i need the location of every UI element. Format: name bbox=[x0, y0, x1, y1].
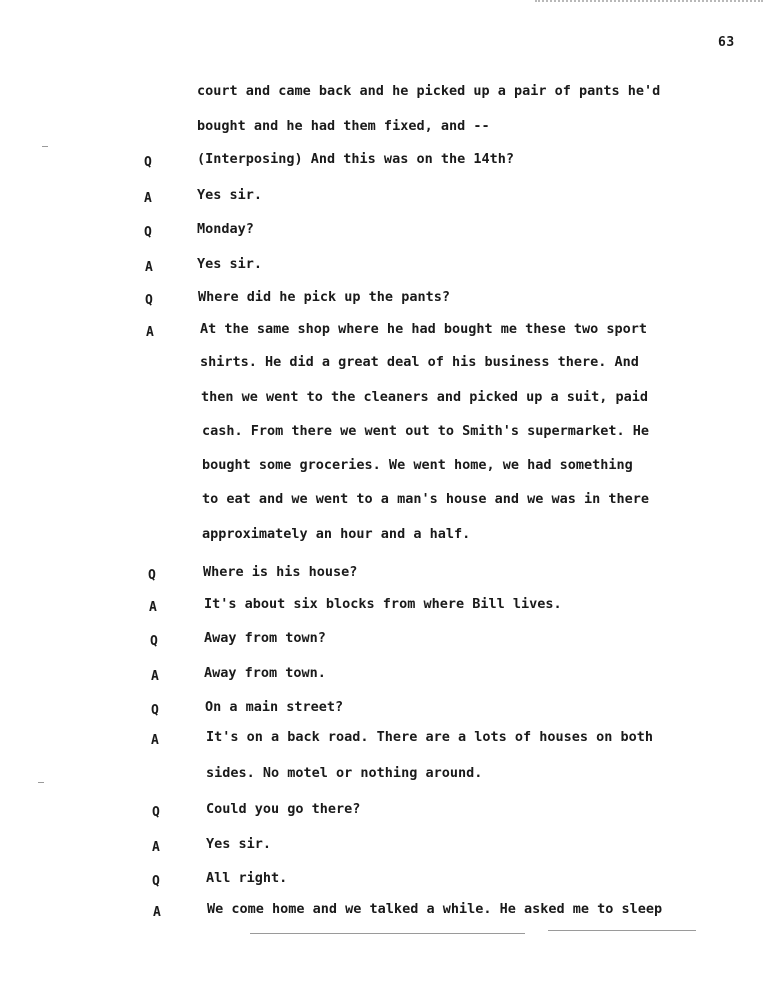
line-text: Yes sir. bbox=[197, 187, 263, 203]
speaker-label: Q bbox=[152, 805, 160, 820]
line-text: Monday? bbox=[197, 221, 254, 237]
margin-mark bbox=[42, 146, 48, 147]
line-text: sides. No motel or nothing around. bbox=[206, 765, 483, 781]
line-text: approximately an hour and a half. bbox=[202, 526, 471, 542]
speaker-label: A bbox=[153, 905, 161, 920]
line-text: Yes sir. bbox=[206, 836, 272, 852]
speaker-label: A bbox=[151, 733, 159, 748]
speaker-label: A bbox=[151, 669, 159, 684]
speaker-label: A bbox=[149, 600, 157, 615]
speaker-label: A bbox=[144, 191, 152, 206]
speaker-label: Q bbox=[145, 293, 153, 308]
speaker-label: Q bbox=[151, 703, 159, 718]
line-text: Away from town? bbox=[204, 630, 326, 646]
line-text: It's about six blocks from where Bill lives. bbox=[204, 596, 562, 612]
speaker-label: Q bbox=[150, 634, 158, 649]
top-dotted-rule bbox=[535, 0, 763, 2]
line-text: Where did he pick up the pants? bbox=[198, 289, 450, 305]
line-text: It's on a back road. There are a lots of houses on both bbox=[206, 729, 654, 745]
speaker-label: A bbox=[146, 325, 154, 340]
page-number: 63 bbox=[718, 35, 735, 50]
line-text: Where is his house? bbox=[203, 564, 358, 580]
underline-rule bbox=[250, 933, 525, 934]
speaker-label: Q bbox=[152, 874, 160, 889]
line-text: bought some groceries. We went home, we had something bbox=[202, 457, 633, 473]
line-text: On a main street? bbox=[205, 699, 344, 715]
speaker-label: Q bbox=[144, 155, 152, 170]
line-text: At the same shop where he had bought me these two sport bbox=[200, 321, 648, 337]
speaker-label: Q bbox=[148, 568, 156, 583]
line-text: to eat and we went to a man's house and we was in there bbox=[202, 491, 650, 507]
line-text: All right. bbox=[206, 870, 288, 886]
line-text: then we went to the cleaners and picked up a suit, paid bbox=[201, 389, 649, 405]
underline-rule bbox=[548, 930, 696, 931]
line-text: (Interposing) And this was on the 14th? bbox=[197, 151, 514, 167]
line-text: court and came back and he picked up a pair of pants he'd bbox=[197, 83, 661, 99]
line-text: shirts. He did a great deal of his business there. And bbox=[200, 354, 639, 370]
speaker-label: A bbox=[145, 260, 153, 275]
line-text: Away from town. bbox=[204, 665, 326, 681]
line-text: Yes sir. bbox=[197, 256, 263, 272]
speaker-label: Q bbox=[144, 225, 152, 240]
speaker-label: A bbox=[152, 840, 160, 855]
line-text: bought and he had them fixed, and -- bbox=[197, 118, 490, 134]
line-text: Could you go there? bbox=[206, 801, 361, 817]
margin-mark bbox=[38, 782, 44, 783]
line-text: cash. From there we went out to Smith's supermarket. He bbox=[202, 423, 650, 439]
line-text: We come home and we talked a while. He asked me to sleep bbox=[207, 901, 663, 917]
